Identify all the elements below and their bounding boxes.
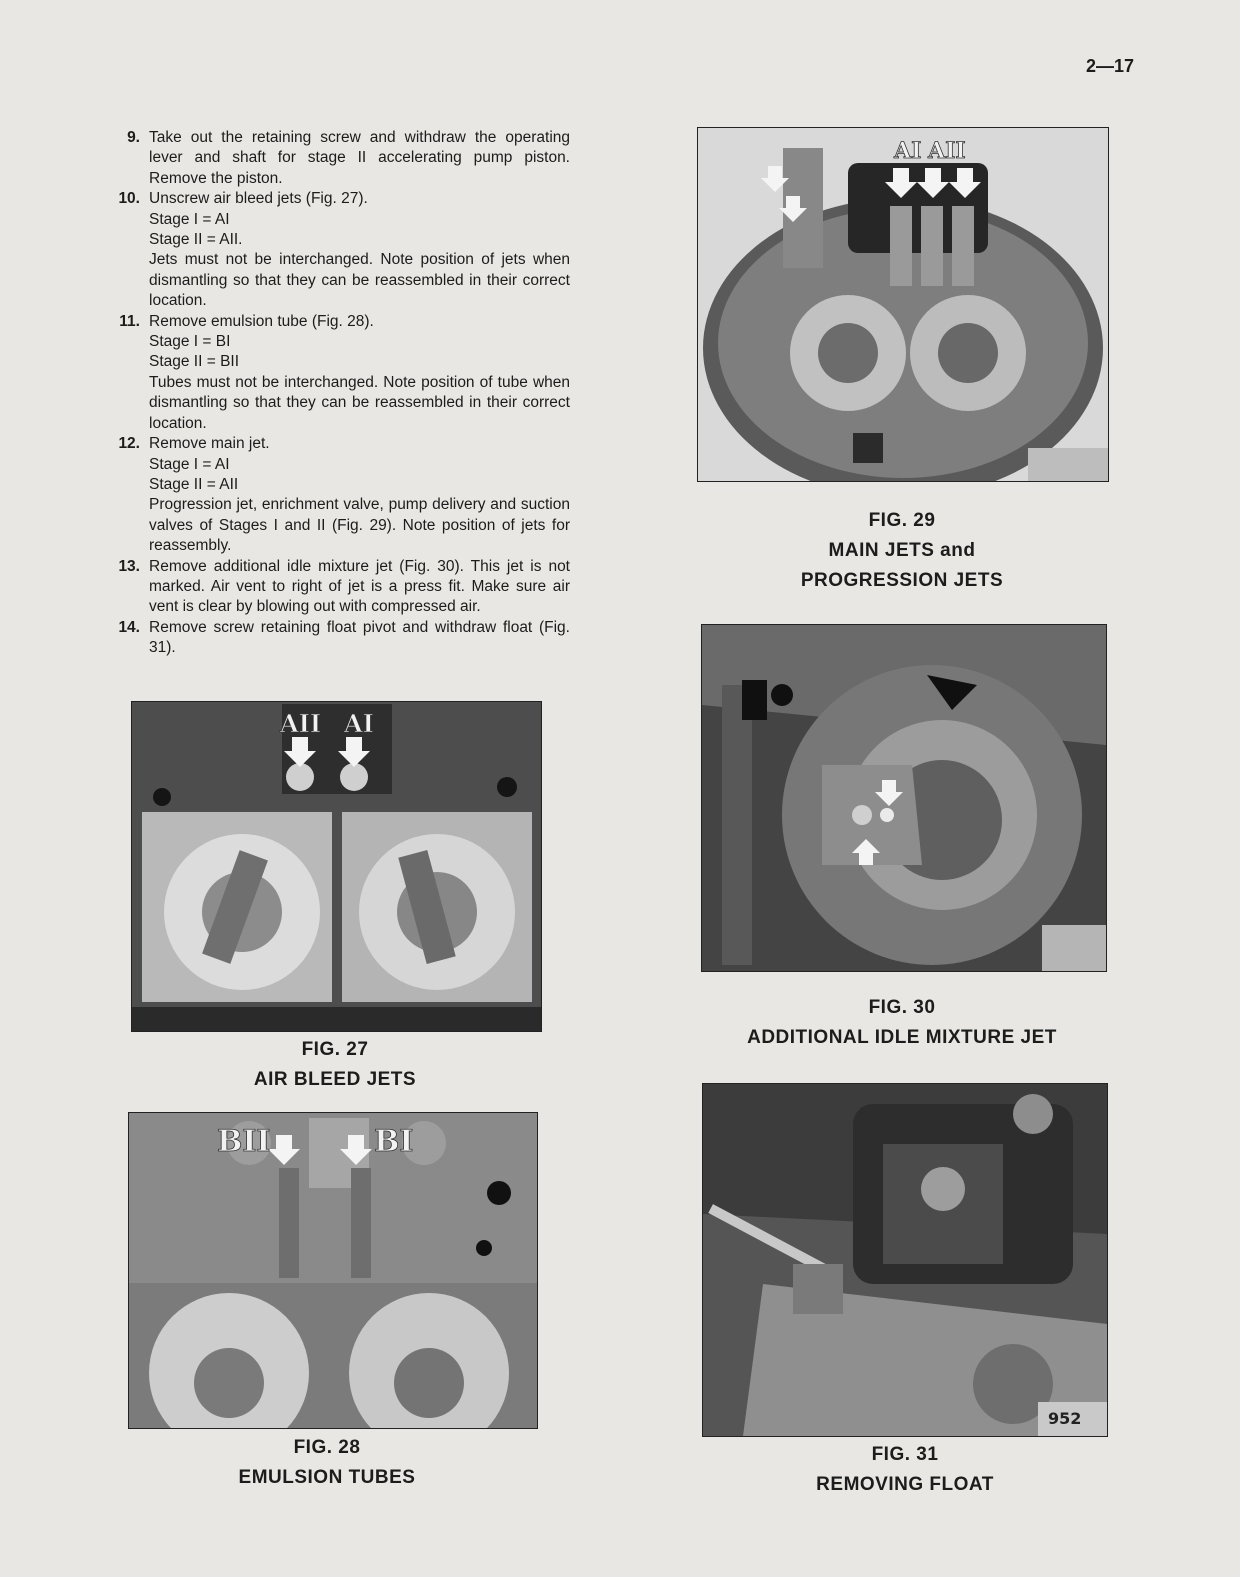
step-text: Remove additional idle mixture jet (Fig. 30). This jet is not marked. Air vent to right of jet is a press fit. Make sure air vent is clear by blowing out with compressed air. <box>149 557 570 616</box>
fig29-label-ai: AI <box>894 138 922 164</box>
fig29-photo <box>697 127 1109 482</box>
fig28-label-bii: BII <box>217 1124 271 1159</box>
step-text: Remove main jet. <box>149 435 270 453</box>
fig30-photo <box>701 624 1107 972</box>
step-text: Progression jet, enrichment valve, pump delivery and suction valves of Stages I and II (Fig. 29). Note position of jets for reassembly. <box>149 496 570 555</box>
fig28-photo <box>128 1112 538 1429</box>
fig28-number: FIG. 28 <box>293 1437 361 1458</box>
step-number: 14. <box>118 618 140 636</box>
fig31-badge: 952 <box>1048 1409 1082 1428</box>
fig27-label-ai: AI <box>344 709 374 738</box>
step-text: Tubes must not be interchanged. Note position of tube when dismantling so that they can be reassembled in their correct location. <box>149 373 570 432</box>
step-11 <box>98 312 570 434</box>
fig27-title: AIR BLEED JETS <box>253 1069 417 1090</box>
fig28-title: EMULSION TUBES <box>238 1467 416 1488</box>
step-text: Stage I = AI <box>149 455 230 473</box>
step-13 <box>98 557 570 618</box>
fig29-title-line1: MAIN JETS and <box>828 540 976 561</box>
fig31-photo <box>702 1083 1108 1437</box>
step-number: 10. <box>118 190 140 208</box>
fig27-photo <box>131 701 542 1032</box>
step-text: Remove screw retaining float pivot and withdraw float (Fig. 31). <box>149 618 570 657</box>
fig31-number: FIG. 31 <box>871 1444 939 1465</box>
fig29-caption <box>752 506 1052 596</box>
fig27-label-aii: AII <box>280 709 322 738</box>
page-number: 2—17 <box>1086 56 1135 76</box>
fig31-title: REMOVING FLOAT <box>816 1474 994 1495</box>
fig27-number: FIG. 27 <box>301 1039 369 1060</box>
step-text: Stage II = BII <box>149 353 240 371</box>
fig29-label-aii: AII <box>928 138 966 164</box>
step-14 <box>98 618 570 659</box>
step-text: Stage II = AII. <box>149 231 243 249</box>
step-number: 11. <box>119 312 140 330</box>
fig30-title: ADDITIONAL IDLE MIXTURE JET <box>747 1027 1057 1048</box>
fig30-caption <box>712 993 1092 1053</box>
fig30-number: FIG. 30 <box>868 997 936 1018</box>
step-text: Unscrew air bleed jets (Fig. 27). <box>149 190 368 208</box>
step-text: Jets must not be interchanged. Note position of jets when dismantling so that they can be reassembled in their correct location. <box>149 251 570 310</box>
step-12 <box>98 434 570 556</box>
fig28-caption <box>202 1433 452 1493</box>
step-text: Take out the retaining screw and withdraw the operating lever and shaft for stage II accelerating pump piston. Remove the piston. <box>149 129 570 187</box>
step-10 <box>98 189 570 311</box>
fig29-number: FIG. 29 <box>868 510 936 531</box>
fig29-title-line2: PROGRESSION JETS <box>800 570 1004 591</box>
step-text: Stage I = AI <box>149 210 230 228</box>
step-number: 13. <box>118 557 140 575</box>
step-number: 12. <box>118 435 140 453</box>
step-text: Remove emulsion tube (Fig. 28). <box>149 312 374 330</box>
step-number: 9. <box>127 129 140 146</box>
step-text: Stage II = AII <box>149 475 239 493</box>
step-text: Stage I = BI <box>149 333 231 351</box>
fig28-label-bi: BI <box>374 1124 414 1159</box>
instruction-list <box>98 128 570 659</box>
fig27-caption <box>220 1035 450 1095</box>
fig31-caption <box>775 1440 1035 1500</box>
step-9 <box>98 128 570 189</box>
